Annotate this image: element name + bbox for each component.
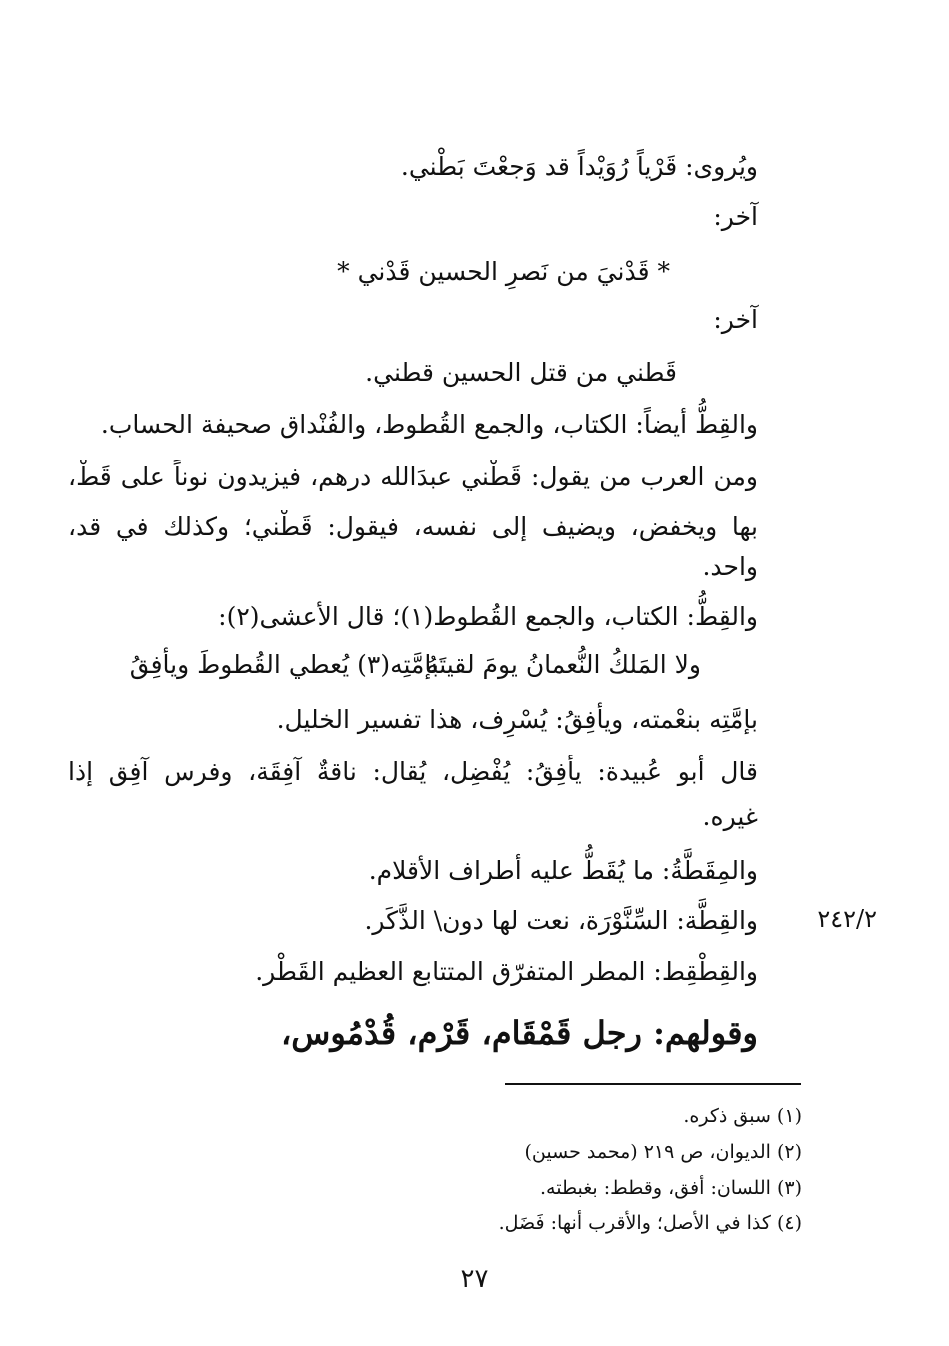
text-line-5: ومن العرب من يقول: قَطْني عبدَالله درهم، فيزيدون نوناً على قَطْ،	[68, 462, 758, 491]
poem-hemistich-first: ولا المَلكُ النُّعمانُ يومَ لقيتَهُ	[425, 650, 701, 679]
verse-line-1: * قَدْنيَ من نَصرِ الحسين قَدْني *	[337, 257, 670, 286]
text-line-13: والقِطَّة: السِّنَّوْرَة، نعت لها دون\ الذَّكَر.	[364, 906, 758, 935]
poem-hemistich-second: بإمَّتِه(٣) يُعطي القُطوطَ ويأفِقُ	[129, 650, 439, 679]
footnote-1: (١) سبق ذكره.	[683, 1105, 802, 1127]
section-heading: وقولهم: رجل قَمْقَام، قَرْم، قُدْمُوس،	[280, 1014, 758, 1052]
text-line-12: والمِقَطَّةُ: ما يُقَطُّ عليه أطراف الأقلام.	[368, 856, 758, 885]
footnote-4: (٤) كذا في الأصل؛ والأقرب أنها: فَضَل.	[498, 1212, 802, 1234]
margin-reference: ٢٤٢/٢	[817, 905, 877, 933]
footnote-divider	[505, 1083, 801, 1085]
verse-line-2: قَطني من قتل الحسين قطني.	[365, 358, 677, 387]
footnote-3: (٣) اللسان: أفق، وقطط: بغبطته.	[539, 1177, 802, 1199]
text-line-7: واحد.	[702, 552, 758, 581]
text-line-3: آخر:	[713, 305, 758, 334]
footnote-2: (٢) الديوان، ص ٢١٩ (محمد حسين)	[524, 1141, 802, 1163]
text-line-9: بإمَّتِه بنعْمته، ويأفِقُ: يُسْرِف، هذا تفسير الخليل.	[276, 705, 758, 734]
text-line-1: ويُروى: قَرْياً رُوَيْداً قد وَجعْتَ بَطْني.	[400, 152, 758, 181]
text-line-11: غيره.	[702, 802, 758, 831]
text-line-14: والقِطْقِط: المطر المتفرّق المتتابع العظيم القَطْر.	[255, 957, 758, 986]
text-line-4: والقِطُّ أيضاً: الكتاب، والجمع القُطوط، والفُنْداق صحيفة الحساب.	[100, 410, 758, 439]
text-line-10: قال أبو عُبيدة: يأفِقُ: يُفْضِل، يُقال: ناقةٌ آفِقَة، وفرس آفِق إذا	[68, 757, 758, 786]
text-line-8: والقِطُّ: الكتاب، والجمع القُطوط(١)؛ قال الأعشى(٢):	[218, 602, 758, 631]
page-number: ٢٧	[460, 1264, 489, 1294]
text-line-2: آخر:	[713, 202, 758, 231]
text-line-6: بها ويخفض، ويضيف إلى نفسه، فيقول: قَطْني؛ وكذلك في قد،	[68, 512, 758, 541]
